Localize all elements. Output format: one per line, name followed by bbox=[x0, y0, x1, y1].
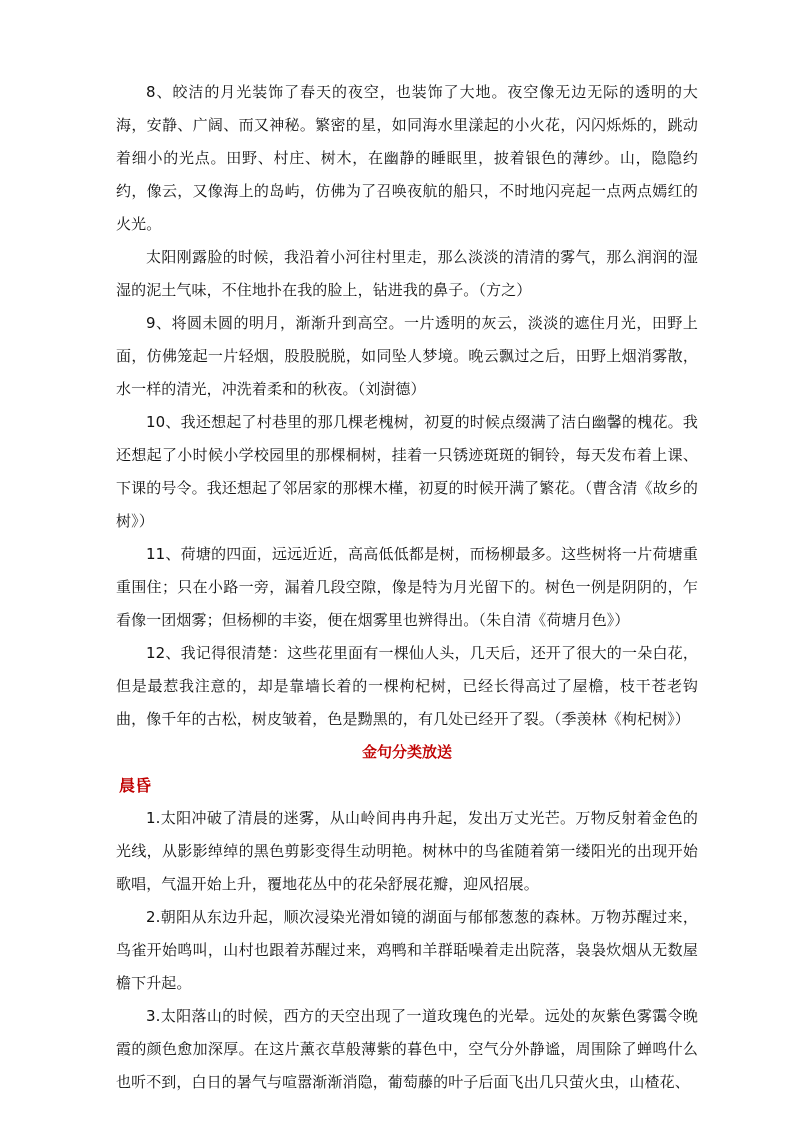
paragraph-10: 10、我还想起了村巷里的那几棵老槐树，初夏的时候点缀满了洁白幽馨的槐花。我还想起了小时候小学校园里的那棵桐树，挂着一只锈迹斑斑的铜铃，每天发布着上课、下课的号令。我还想起了邻居家的那棵木槿，初夏的时候开满了繁花。（曹含清《故乡的树》） bbox=[116, 413, 698, 530]
quote-3: 3.太阳落山的时候，西方的天空出现了一道玫瑰色的光晕。远处的灰紫色雾霭令晚霞的颜色愈加深厚。在这片薰衣草般薄紫的暮色中，空气分外静谧，周围除了蝉鸣什么也听不到，白日的暑气与喧嚣渐渐消隐，葡萄藤的叶子后面飞出几只萤火虫，山楂花、 bbox=[116, 1007, 698, 1091]
quote-2: 2.朝阳从东边升起，顺次浸染光滑如镜的湖面与郁郁葱葱的森林。万物苏醒过来，鸟雀开始鸣叫，山村也跟着苏醒过来，鸡鸭和羊群聒噪着走出院落，袅袅炊烟从无数屋檐下升起。 bbox=[116, 908, 698, 992]
paragraph-9: 9、将圆未圆的明月，渐渐升到高空。一片透明的灰云，淡淡的遮住月光，田野上面，仿佛笼起一片轻烟，股股脱脱，如同坠人梦境。晚云飘过之后，田野上烟消雾散，水一样的清光，冲洗着柔和的秋夜。（刘澍德） bbox=[116, 314, 698, 398]
quote-1: 1.太阳冲破了清晨的迷雾，从山岭间冉冉升起，发出万丈光芒。万物反射着金色的光线，从影影绰绰的黑色剪影变得生动明艳。树林中的鸟雀随着第一缕阳光的出现开始歌唱，气温开始上升，覆地花丛中的花朵舒展花瓣，迎风招展。 bbox=[116, 809, 698, 893]
paragraph-8-continued: 太阳刚露脸的时候，我沿着小河往村里走，那么淡淡的清清的雾气，那么润润的湿湿的泥土气味，不住地扑在我的脸上，钻进我的鼻子。（方之） bbox=[116, 248, 698, 299]
paragraph-11: 11、荷塘的四面，远远近近，高高低低都是树，而杨柳最多。这些树将一片荷塘重重围住；只在小路一旁，漏着几段空隙，像是特为月光留下的。树色一例是阴阴的，乍看像一团烟雾；但杨柳的丰姿，便在烟雾里也辨得出。（朱自清《荷塘月色》） bbox=[116, 545, 698, 629]
paragraph-12: 12、我记得很清楚：这些花里面有一棵仙人头，几天后，还开了很大的一朵白花，但是最惹我注意的，却是靠墙长着的一棵枸杞树，已经长得高过了屋檐，枝干苍老钩曲，像千年的古松，树皮皱着，色是黝黑的，有几处已经开了裂。（季羡林《枸杞树》） bbox=[116, 644, 698, 728]
paragraph-8: 8、皎洁的月光装饰了春天的夜空，也装饰了大地。夜空像无边无际的透明的大海，安静、广阔、而又神秘。繁密的星，如同海水里漾起的小火花，闪闪烁烁的，跳动着细小的光点。田野、村庄、树木，在幽静的睡眠里，披着银色的薄纱。山，隐隐约约，像云，又像海上的岛屿，仿佛为了召唤夜航的船只，不时地闪亮起一点两点嫣红的火光。 bbox=[116, 83, 698, 233]
section-title: 金句分类放送 bbox=[361, 743, 452, 761]
subheading-dawn-dusk: 晨昏 bbox=[119, 776, 152, 795]
